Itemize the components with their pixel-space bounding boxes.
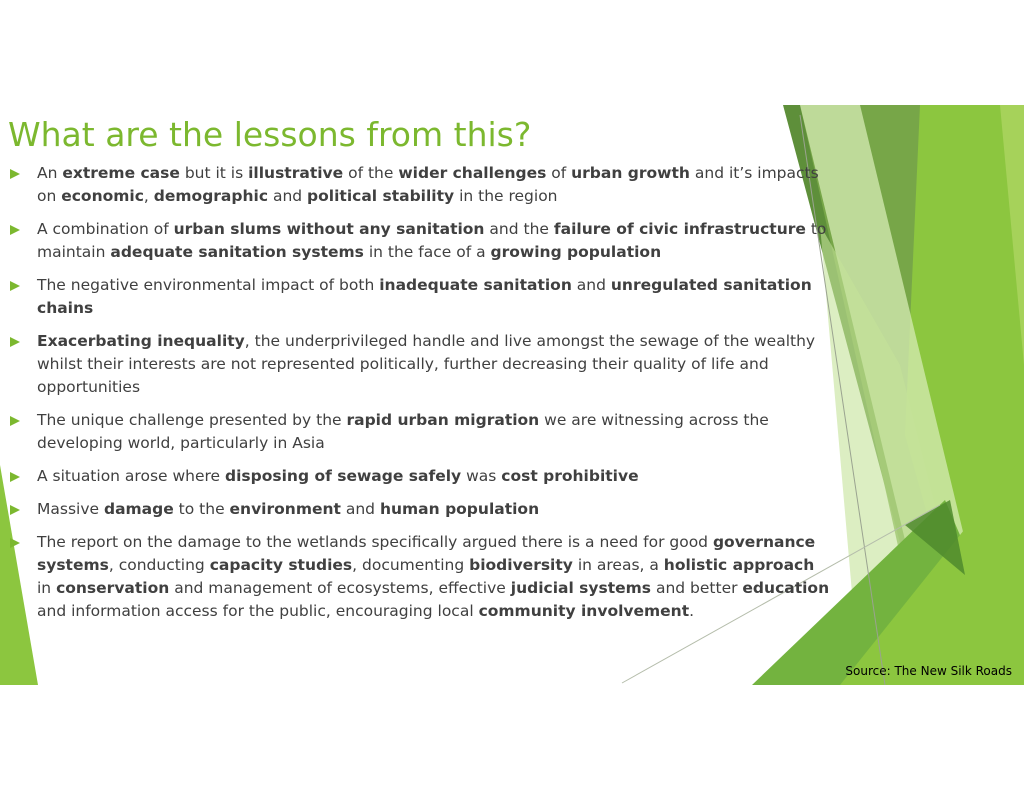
bullet-item	[0, 162, 830, 208]
bullet-run: and the	[484, 220, 554, 238]
bullet-run: in the region	[454, 187, 558, 205]
bullet-emphasis: damage	[103, 500, 174, 518]
bullet-run: and management of ecosystems, effective	[169, 579, 511, 597]
bullet-text	[37, 276, 812, 317]
bullet-run: and	[268, 187, 308, 205]
bullet-text	[37, 500, 539, 518]
bullet-emphasis: capacity studies	[209, 556, 353, 574]
bullet-item	[0, 274, 830, 320]
bullet-emphasis: education	[742, 579, 830, 597]
bullet-run: we are witnessing across the developing world, particularly in Asia	[37, 411, 769, 452]
bullet-text	[37, 533, 829, 620]
bullet-emphasis: holistic approach	[663, 556, 815, 574]
bullet-emphasis: environment	[229, 500, 341, 518]
bullet-text	[37, 220, 826, 261]
bullet-emphasis: Exacerbating inequality	[37, 332, 245, 350]
bullet-emphasis: urban growth	[571, 164, 690, 182]
bullet-emphasis: adequate sanitation systems	[110, 243, 364, 261]
bullet-emphasis: illustrative	[248, 164, 344, 182]
bullet-emphasis: failure of civic infrastructure	[553, 220, 806, 238]
bullet-emphasis: economic	[61, 187, 144, 205]
bullet-item	[0, 409, 830, 455]
bullet-arrow-icon	[10, 337, 20, 347]
bullet-run: ,	[143, 187, 154, 205]
bullet-emphasis: demographic	[153, 187, 269, 205]
slide-title: What are the lessons from this?	[8, 115, 532, 154]
bullet-emphasis: wider challenges	[398, 164, 547, 182]
bullet-arrow-icon	[10, 538, 20, 548]
bullet-arrow-icon	[10, 281, 20, 291]
bullet-emphasis: urban slums without any sanitation	[173, 220, 485, 238]
bullet-run: The report on the damage to the wetlands specifically argued there is a need for good	[37, 533, 713, 551]
bullet-run: The negative environmental impact of both	[37, 276, 380, 294]
bullet-emphasis: unregulated sanitation chains	[37, 276, 812, 317]
bullet-run: and it’s impacts on	[37, 164, 819, 205]
bullet-text	[37, 411, 769, 452]
bullet-emphasis: governance systems	[37, 533, 816, 574]
bullet-run: in areas, a	[572, 556, 664, 574]
bullet-emphasis: human population	[379, 500, 540, 518]
bullet-run: and	[340, 500, 380, 518]
bullet-arrow-icon	[10, 169, 20, 179]
bullet-run: , conducting	[108, 556, 210, 574]
bullet-run: of	[546, 164, 572, 182]
bullet-arrow-icon	[10, 505, 20, 515]
bullet-arrow-icon	[10, 416, 20, 426]
bullet-emphasis: rapid urban migration	[346, 411, 540, 429]
bullet-item	[0, 498, 830, 521]
bullet-emphasis: judicial systems	[510, 579, 652, 597]
bullet-item	[0, 465, 830, 488]
bullet-item	[0, 531, 830, 623]
bullet-run: was	[461, 467, 502, 485]
bullet-run: A combination of	[37, 220, 174, 238]
bullet-emphasis: disposing of sewage safely	[225, 467, 462, 485]
bullet-run: to maintain	[37, 220, 827, 261]
bullet-emphasis: community involvement	[478, 602, 690, 620]
bullet-run: and	[571, 276, 611, 294]
source-note: Source: The New Silk Roads	[845, 664, 1012, 678]
bullet-run: An	[37, 164, 63, 182]
bullet-text	[37, 467, 639, 485]
slide	[0, 105, 1024, 685]
bullet-emphasis: political stability	[307, 187, 455, 205]
bullet-run: .	[689, 602, 695, 620]
bullet-run: , the underprivileged handle and live amongst the sewage of the wealthy whilst their interests are not represented politically, further decreasing their quality of life and opportunities	[37, 332, 816, 396]
bullet-item	[0, 218, 830, 264]
bullet-run: in the face of a	[363, 243, 491, 261]
bullet-run: and better	[651, 579, 743, 597]
bullet-run: Massive	[37, 500, 104, 518]
bullet-run: The unique challenge presented by the	[37, 411, 347, 429]
bullet-emphasis: biodiversity	[469, 556, 573, 574]
bullet-run: to the	[173, 500, 230, 518]
bullet-emphasis: growing population	[490, 243, 662, 261]
bullet-text	[37, 332, 815, 396]
bullet-list	[0, 162, 830, 633]
bullet-emphasis: inadequate sanitation	[379, 276, 572, 294]
bullet-run: , documenting	[352, 556, 470, 574]
bullet-arrow-icon	[10, 472, 20, 482]
bullet-run: but it is	[179, 164, 249, 182]
bullet-item	[0, 330, 830, 399]
bullet-emphasis: conservation	[56, 579, 170, 597]
bullet-text	[37, 164, 819, 205]
bullet-run: in	[37, 579, 57, 597]
bullet-arrow-icon	[10, 225, 20, 235]
bullet-run: of the	[343, 164, 399, 182]
bullet-run: A situation arose where	[37, 467, 226, 485]
bullet-emphasis: extreme case	[62, 164, 180, 182]
bullet-emphasis: cost prohibitive	[501, 467, 639, 485]
bullet-run: and information access for the public, encouraging local	[37, 602, 479, 620]
